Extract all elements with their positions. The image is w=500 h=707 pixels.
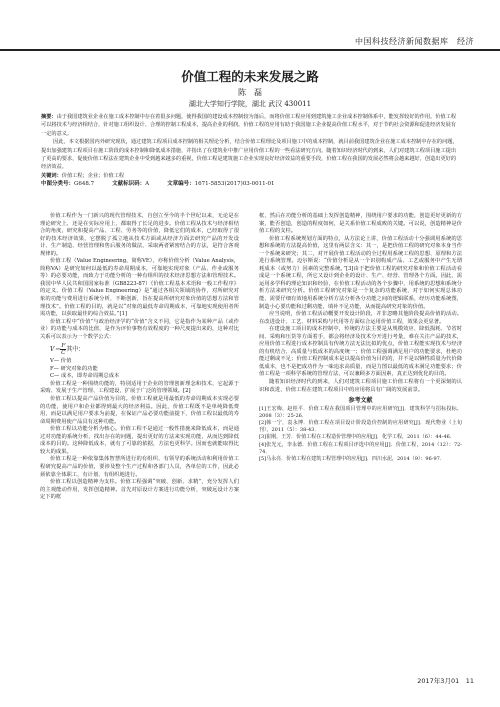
doc-code-label: 文献标识码： (112, 181, 146, 188)
page-footer: 2017年3月01 11 (417, 677, 474, 685)
value-formula (50, 343, 239, 356)
abstract-paragraph (41, 113, 461, 138)
doc-code-value: A (145, 181, 150, 188)
clc-label: 中图分类号： (41, 181, 75, 188)
definition-f: F— 研究对象的功能 (50, 365, 98, 372)
reference-item: [1]王宏梅，赵桂平．价值工程在我国项目管理中的应用研究[J]．建筑科学与招标投标，2008（3）：25-26． (259, 405, 462, 419)
body-column-left (40, 213, 239, 502)
author-affiliation: 湖北大学知行学院，湖北 武汉 430011 (188, 100, 312, 108)
article-number-field (167, 180, 274, 188)
reference-item: [3]崔刚，王芳．价值工程在工程造价管理中的应用[J]．化学工程，2011（6）：44-46． (259, 434, 455, 441)
definition-c: C— 成本，即寿命周期总成本 (50, 373, 120, 380)
body-paragraph: 价值工程作为一门新兴的现代管理技术，自创立至今的半个世纪以来，无论是在理论研究上，还是在实际应用上，都取得了长足的进步。价值工程从技术与经济相结合的角度，研究和提高产品、工程、劳务等的价值，降低它们的成本，已经取得了很好的技术经济效果，它摆脱了孤立地从技术方面或从经济方面去研究产品的开发设计、生产制造、经营管理和售后服务的做法，采取两者紧密结合的方法，是符合客观规律的。 (40, 213, 239, 257)
journal-name: 中国科技经济新闻数据库 经济 (355, 37, 474, 46)
classification-line (41, 180, 461, 188)
body-paragraph: 应当说明，价值工程活动概要开发设计阶段，并非忽略其他阶段提高价值的活动。在改进设计、工艺、材料采购与代用等方面综合运用价值工程，效果会更显著。 (259, 311, 462, 325)
abstract-paragraph-2: 因此，本文根据国内外研究现状，通过建筑工程项目成本控制的相关理论分析，结合价值工程理论及项目施工中的成本控制，就目前我国建筑企业在施工成本控制中存在的问题，提出加强建筑工程项目在施工阶段的成本控制和降低成本措施，并指出了在建筑业中推广应用价值工程的一些看法研究方向。随着知识经济时代的到来，人们对建筑工程项目施工提出了更高的要求，促使价值工程法在建筑企业中受到越来越多的重视，价值工程是建筑施工企业实现良好经济效益的重要手段，价值工程在我国的发展必然将会越来越好，创造出更好的经济效益。 (41, 139, 458, 171)
abstract-block (41, 113, 461, 189)
body-paragraph: 价值工程以提高产品价值为目的。价值工程就是用最低的寿命周期成本实现必要的功能，使用户和企业都得到最大的经济利益。因此，价值工程既不是单纯降低费用，而是以满足用户要求为前提，在保证产品必要功能前提下，价值工程以最低的寿命周期费用使产品具有这种功能。 (40, 396, 239, 425)
article-number-value: 1671-5853(2017)03-0011-01 (194, 181, 275, 188)
body-paragraph: 随着知识经济时代的到来，人们对建筑工程项目施工价值工程将有一个更深刻的认识和改进，价值工程在建筑工程项目中的应用将具有广阔的发展前景。 (259, 379, 462, 393)
body-paragraph: 价值工程以功能分析为核心。价值工程不是通过一般性措施来降低成本，而是通过对功能的系统分析，找出存在的问题，提出更好的方法来实现功能，从而达到降低成本的目的。这种降低成本，就有了可靠的依据，方法也更科学。因而也就能取得比较大的成果。 (40, 426, 239, 455)
body-paragraph: 价值工程系统规划方面的特点，从方法论上讲，价值工程活动十分强调用系统的思想和系统的方法提高价值，这里有两层含义：其一，是把价值工程的研究对象本身当作一个系统来研究；其二，对开展价值工程活动的全过程用系统工程的思想、原理和方法进行系统管理。迈尔斯说：“价值分析是从一个识别构成产品、工艺或服务中产生无谓耗成本（或努力）因素的完整系统。”[3]由于把价值工程的研究对象和价值工程活动看成是一个系统工程，所它又设计到企业的设计、生产、经营、管理各个方面。因此，需运用多学科的理论知识和经验，在价值工程活动的各个步骤中，用系统的思想和系统分析方法来研究分析。价值工程研究对象是一个复杂的功能系统，对于如何实现总体功能，需要仔细有效地用系统分析方法分析各分功能之间的逻辑联系，经历功能系统图，制造小心要功能和过剩功能，填补不足功能，从而提高研究对象的价值。 (259, 235, 462, 310)
abstract-text: 由于我国建筑业企业在施工成本控制中存在着很多问题，使得我国的建设成本控制较为落后，而将价值工程应用到建筑施工企业成本控制体系中，能发挥较好的作用。价值工程可以将技术与经济相结合，针对施工组织设计、合理的控制工程成本，提高企业的利润。价值工程的应用有助于我国施工企业提高价值工程水平，对于节约社会资源和促进经济发展有一定的意义。 (41, 114, 457, 137)
doc-code-field (112, 180, 149, 188)
body-paragraph: 价值工程（Value Engineering，简称VE），亦称价值分析（Value Analysis，简称VA）是研究如何以最低的寿命周期成本，可靠地实现对象（产品、作业或服务等）的必要功能，而致力于功能分析的一种有组织的技术经济思想方法和管理技术。我国中华人民共和国国家标准（GB8223-87）《价值工程基本术语和一般工作程序》的定义，价值工程（Value Engineering）是“通过各相关领域的协作，对所研究对象的功能与费用进行系统分析，不断创新，旨在提高所研究对象价值的思想方法和管理技术”。价值工程的目的，就是以“对象的最低寿命周期成本，可靠地实现使用者所需功能，以获取最佳的综合效益。”[1] (40, 258, 239, 318)
keywords-label: 关键词： (41, 172, 62, 179)
keywords-line (41, 172, 461, 180)
body-paragraph: 价值工程中“价值”与政治经济学的“价值”含义不同，它是指作为某种产品（或作业）的功能与成本的比值，是作为评价事物有效程度的一种尺度提出来的，这种对比关系可以表示为一个数学公式： (40, 318, 239, 340)
article-author: 陈 磊 (238, 88, 262, 97)
keywords: 价值工程；企业；价值工程 (61, 172, 125, 179)
formula-tail: 其中： (66, 346, 85, 354)
body-paragraph: 价值工程以创造精神为支柱。价值工程强调“突破、创新、求精”，充分发挥人们的主观能动作用，发挥创造精神。首先对原设计方案进行功能分析，突破远设计方案定下的框 (40, 479, 239, 501)
body-column-right (259, 213, 462, 463)
formula-lhs: V＝ (50, 346, 61, 354)
body-paragraph: 在建设施工项目的成本控制中，传统的方法主要是从规模效应、降低损耗、节省时间、采购和压货等方面着手，都会将经济及技术分开进行考量，难在关注产品的技术，应用价值工程进行成本控制具有传统方法无法比拟的优点，价值工程能实现技术与经济的有机结合，高质量与低成本的高度统一；价值工程强调满足用户的功能要求，杜绝功能过剩或不足；价值工程控制成本是以提高价值为目的的，并不是以牺牲质量为代价降低成本，也不是把成功作为一味追求高质量，而是力图以最低的成本满足功能要求；价值工程是一项科学系统的管理方法，可以兼顾多方面因素，真正达到优化的目的。 (259, 326, 462, 378)
clc-field (41, 180, 94, 188)
journal-header (0, 36, 500, 50)
reference-item: [4]张光元，李永德．价值工程在工程项目评选中的应用[J]．价值工程，2014（12）：72-74． (259, 441, 462, 455)
body-paragraph: 价值工程是一种围绕功能的，特别适用于企业的管理创新理念和技术，它起源于采购、发展于生产管理、工程建设，扩展于广泛的管理领域。[2] (40, 380, 239, 395)
clc-value: G648.7 (74, 181, 95, 188)
article-title: 价值工程的未来发展之路 (181, 69, 319, 84)
abstract-label: 摘要： (41, 114, 57, 120)
references-list (259, 406, 462, 464)
references-heading: 参考文献 (348, 397, 373, 405)
header-rule (0, 49, 500, 51)
formula-denominator: C (61, 350, 66, 357)
article-number-label: 文章编号： (167, 181, 195, 188)
reference-item: [5]马永亮．价值工程在建筑工程管理中的应用[J]．四川水泥，2014（9）：96-97． (259, 456, 445, 463)
reference-item: [2]韩一宁，袁永博．价值工程在项目设计阶段造价控制的应用研究[J]．现代物业（上旬刊），2011（5）：38-43． (259, 420, 462, 434)
formula-numerator: F (61, 343, 66, 350)
body-paragraph: 框，然后在功能分析的基础上发挥创造精神，围绕用户要求的功能，创造更好更新的方案，能否创造，创造的程度如何，是关系价值工程成败的关键。可以说，创造精神是价值工程的支柱。 (259, 213, 462, 235)
body-paragraph: 价值工程是一种依靠集体智慧所进行的有组织、有领导的系统活动和利用价值工程研究提高产品的价值，要涉及整个生产过程和各部门人员，各单位的工作，因此必须依靠全体职工，有计划、有组织地进行。 (40, 456, 239, 478)
definition-v: V— 价值 (50, 358, 72, 365)
